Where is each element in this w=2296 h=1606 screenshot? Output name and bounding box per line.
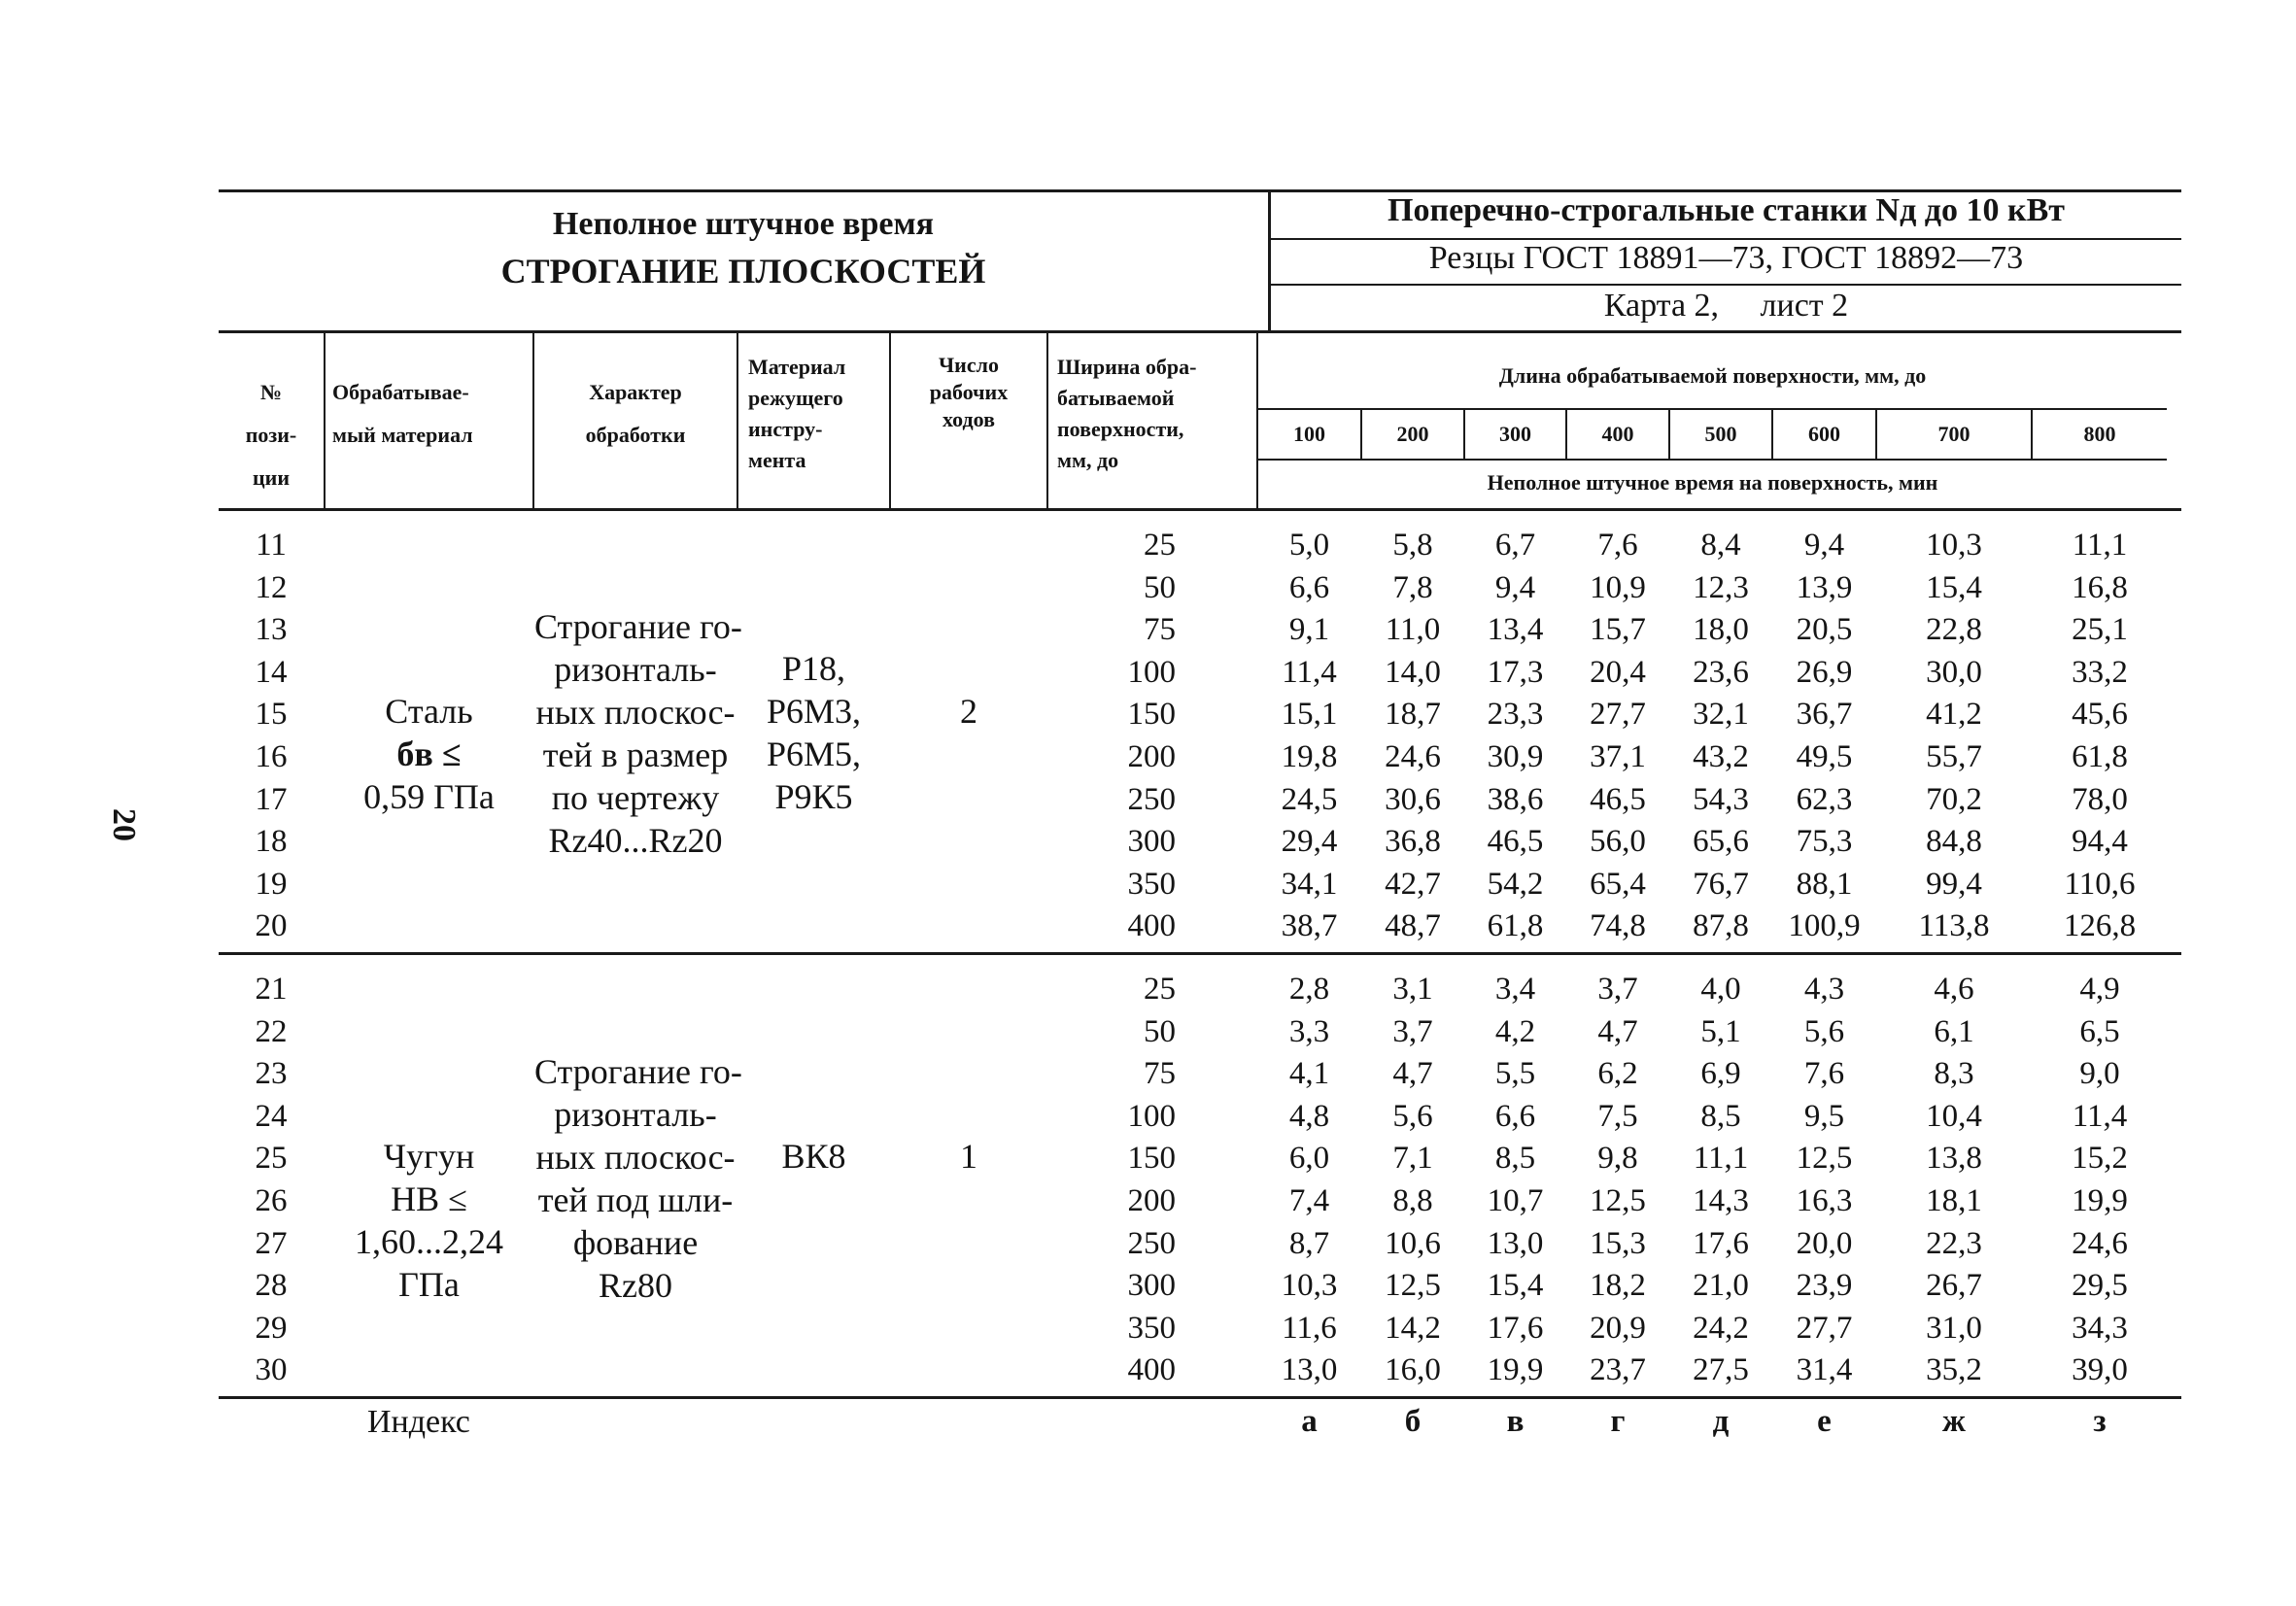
time-cell: 6,6 bbox=[1494, 1099, 1536, 1134]
row-position: 15 bbox=[255, 697, 288, 732]
row-width: 300 bbox=[1127, 824, 1176, 859]
time-cell: 46,5 bbox=[1590, 782, 1646, 817]
row-position: 12 bbox=[255, 570, 288, 605]
time-cell: 13,8 bbox=[1926, 1141, 1982, 1176]
time-cell: 6,2 bbox=[1597, 1056, 1638, 1091]
time-cell: 14,0 bbox=[1385, 655, 1441, 690]
row-width: 350 bbox=[1127, 867, 1176, 902]
time-cell: 42,7 bbox=[1385, 867, 1441, 902]
table-bottom-rule bbox=[219, 1396, 2181, 1399]
index-letter: б bbox=[1404, 1404, 1422, 1439]
time-cell: 55,7 bbox=[1926, 739, 1982, 774]
page-number: 20 bbox=[106, 808, 142, 841]
row-position: 18 bbox=[255, 824, 288, 859]
time-cell: 7,6 bbox=[1597, 528, 1638, 563]
length-400: 400 bbox=[1601, 422, 1634, 446]
time-cell: 20,5 bbox=[1796, 612, 1853, 647]
row-position: 25 bbox=[255, 1141, 288, 1176]
time-cell: 22,3 bbox=[1926, 1226, 1982, 1261]
time-cell: 14,3 bbox=[1693, 1183, 1749, 1218]
time-cell: 12,5 bbox=[1590, 1183, 1646, 1218]
time-cell: 4,7 bbox=[1597, 1014, 1638, 1049]
time-cell: 17,6 bbox=[1693, 1226, 1749, 1261]
time-cell: 13,4 bbox=[1487, 612, 1544, 647]
time-cell: 31,0 bbox=[1926, 1311, 1982, 1346]
time-cell: 11,1 bbox=[2072, 528, 2128, 563]
time-cell: 37,1 bbox=[1590, 739, 1646, 774]
row-position: 24 bbox=[255, 1099, 288, 1134]
time-cell: 6,9 bbox=[1700, 1056, 1741, 1091]
time-cell: 4,1 bbox=[1288, 1056, 1330, 1091]
time-cell: 24,5 bbox=[1281, 782, 1338, 817]
row-width: 300 bbox=[1127, 1268, 1176, 1303]
time-cell: 30,9 bbox=[1487, 739, 1544, 774]
time-cell: 61,8 bbox=[2072, 739, 2128, 774]
time-cell: 26,9 bbox=[1796, 655, 1853, 690]
time-cell: 4,7 bbox=[1392, 1056, 1433, 1091]
row-width: 100 bbox=[1127, 1099, 1176, 1134]
time-cell: 22,8 bbox=[1926, 612, 1982, 647]
col-header-time-title: Неполное штучное время на поверхность, мин bbox=[1487, 470, 1938, 495]
time-cell: 6,5 bbox=[2079, 1014, 2120, 1049]
time-cell: 6,0 bbox=[1288, 1141, 1330, 1176]
time-cell: 99,4 bbox=[1926, 867, 1982, 902]
col-header-material: Обрабатывае- мый материал bbox=[332, 380, 473, 447]
time-cell: 16,3 bbox=[1796, 1183, 1853, 1218]
time-cell: 15,7 bbox=[1590, 612, 1646, 647]
time-cell: 8,5 bbox=[1494, 1141, 1536, 1176]
row-width: 75 bbox=[1144, 1056, 1176, 1091]
time-cell: 14,2 bbox=[1385, 1311, 1441, 1346]
col-header-pos: № пози- ции bbox=[245, 380, 297, 490]
time-cell: 2,8 bbox=[1288, 972, 1330, 1007]
time-cell: 12,3 bbox=[1693, 570, 1749, 605]
time-cell: 10,3 bbox=[1281, 1268, 1338, 1303]
time-cell: 8,5 bbox=[1700, 1099, 1741, 1134]
time-cell: 11,0 bbox=[1385, 612, 1441, 647]
time-cell: 27,5 bbox=[1693, 1352, 1749, 1387]
time-cell: 8,4 bbox=[1700, 528, 1741, 563]
time-cell: 11,4 bbox=[1282, 655, 1337, 690]
time-cell: 5,5 bbox=[1494, 1056, 1536, 1091]
lengths-rule bbox=[1258, 459, 2167, 461]
time-cell: 27,7 bbox=[1590, 697, 1646, 732]
length-300: 300 bbox=[1499, 422, 1531, 446]
time-cell: 24,6 bbox=[2072, 1226, 2128, 1261]
time-cell: 17,6 bbox=[1487, 1311, 1544, 1346]
time-cell: 94,4 bbox=[2072, 824, 2128, 859]
time-cell: 6,7 bbox=[1494, 528, 1536, 563]
time-cell: 43,2 bbox=[1693, 739, 1749, 774]
length-800: 800 bbox=[2083, 422, 2116, 446]
time-cell: 65,6 bbox=[1693, 824, 1749, 859]
time-cell: 6,1 bbox=[1934, 1014, 1974, 1049]
col-header-tool: Материал режущего инстру- мента bbox=[748, 355, 846, 472]
time-cell: 4,8 bbox=[1288, 1099, 1330, 1134]
time-cell: 26,7 bbox=[1926, 1268, 1982, 1303]
index-letter: ж bbox=[1942, 1404, 1966, 1439]
time-cell: 3,4 bbox=[1494, 972, 1536, 1007]
time-cell: 24,6 bbox=[1385, 739, 1441, 774]
time-cell: 5,8 bbox=[1392, 528, 1433, 563]
time-cell: 76,7 bbox=[1693, 867, 1749, 902]
time-cell: 23,7 bbox=[1590, 1352, 1646, 1387]
time-cell: 54,3 bbox=[1693, 782, 1749, 817]
time-cell: 10,4 bbox=[1926, 1099, 1982, 1134]
time-cell: 18,0 bbox=[1693, 612, 1749, 647]
time-cell: 38,7 bbox=[1281, 908, 1338, 943]
header-bottom-rule bbox=[219, 330, 2181, 333]
time-cell: 8,3 bbox=[1934, 1056, 1974, 1091]
group2-passes: 1 bbox=[960, 1137, 977, 1176]
time-cell: 110,6 bbox=[2064, 867, 2136, 902]
time-cell: 7,1 bbox=[1392, 1141, 1433, 1176]
row-width: 200 bbox=[1127, 739, 1176, 774]
time-cell: 34,1 bbox=[1281, 867, 1338, 902]
time-cell: 41,2 bbox=[1926, 697, 1982, 732]
time-cell: 10,6 bbox=[1385, 1226, 1441, 1261]
time-cell: 23,3 bbox=[1487, 697, 1544, 732]
time-cell: 3,3 bbox=[1288, 1014, 1330, 1049]
header-left-title-1: Неполное штучное время bbox=[552, 206, 935, 242]
time-cell: 7,6 bbox=[1803, 1056, 1845, 1091]
time-cell: 4,9 bbox=[2079, 972, 2120, 1007]
time-cell: 33,2 bbox=[2072, 655, 2128, 690]
time-cell: 87,8 bbox=[1693, 908, 1749, 943]
row-position: 28 bbox=[255, 1268, 288, 1303]
time-cell: 13,9 bbox=[1796, 570, 1853, 605]
row-width: 75 bbox=[1144, 612, 1176, 647]
group1-tool: Р18, Р6М3, Р6М5, Р9К5 bbox=[766, 649, 862, 816]
time-cell: 9,4 bbox=[1803, 528, 1845, 563]
col-header-character: Характер обработки bbox=[585, 380, 686, 447]
time-cell: 13,0 bbox=[1487, 1226, 1544, 1261]
row-width: 50 bbox=[1144, 1014, 1176, 1049]
header-rule-right-2 bbox=[1268, 284, 2181, 286]
time-cell: 23,6 bbox=[1693, 655, 1749, 690]
time-cell: 4,2 bbox=[1494, 1014, 1536, 1049]
col-sep-3 bbox=[737, 333, 738, 508]
col-sep-1 bbox=[324, 333, 326, 508]
time-cell: 7,5 bbox=[1597, 1099, 1638, 1134]
time-cell: 15,3 bbox=[1590, 1226, 1646, 1261]
time-cell: 6,6 bbox=[1288, 570, 1330, 605]
row-width: 150 bbox=[1127, 1141, 1176, 1176]
header-right-title-2: Резцы ГОСТ 18891—73, ГОСТ 18892—73 bbox=[1428, 240, 2024, 276]
time-cell: 62,3 bbox=[1796, 782, 1853, 817]
time-cell: 84,8 bbox=[1926, 824, 1982, 859]
time-cell: 4,0 bbox=[1700, 972, 1741, 1007]
time-cell: 13,0 bbox=[1281, 1352, 1338, 1387]
time-cell: 12,5 bbox=[1385, 1268, 1441, 1303]
time-cell: 61,8 bbox=[1487, 908, 1544, 943]
index-letter: а bbox=[1301, 1404, 1318, 1439]
row-position: 30 bbox=[255, 1352, 288, 1387]
time-cell: 10,9 bbox=[1590, 570, 1646, 605]
length-600: 600 bbox=[1808, 422, 1840, 446]
time-cell: 18,7 bbox=[1385, 697, 1441, 732]
time-cell: 4,3 bbox=[1803, 972, 1845, 1007]
row-position: 26 bbox=[255, 1183, 288, 1218]
time-cell: 20,4 bbox=[1590, 655, 1646, 690]
time-cell: 36,7 bbox=[1796, 697, 1853, 732]
time-cell: 3,1 bbox=[1392, 972, 1433, 1007]
time-cell: 30,6 bbox=[1385, 782, 1441, 817]
time-cell: 36,8 bbox=[1385, 824, 1441, 859]
time-cell: 24,2 bbox=[1693, 1311, 1749, 1346]
time-cell: 27,7 bbox=[1796, 1311, 1853, 1346]
index-letter: з bbox=[2093, 1404, 2107, 1439]
time-cell: 15,2 bbox=[2072, 1141, 2128, 1176]
header-right-title-1: Поперечно-строгальные станки Nд до 10 кВт bbox=[1388, 192, 2065, 228]
time-cell: 19,9 bbox=[2072, 1183, 2128, 1218]
time-cell: 5,6 bbox=[1803, 1014, 1845, 1049]
time-cell: 5,6 bbox=[1392, 1099, 1433, 1134]
row-position: 23 bbox=[255, 1056, 288, 1091]
row-position: 21 bbox=[255, 972, 288, 1007]
col-header-width: Ширина обра- батываемой поверхности, мм, до bbox=[1057, 355, 1197, 472]
index-letter: е bbox=[1817, 1404, 1832, 1439]
time-cell: 46,5 bbox=[1487, 824, 1544, 859]
col-header-length-title: Длина обрабатываемой поверхности, мм, до bbox=[1498, 363, 1927, 388]
row-position: 22 bbox=[255, 1014, 288, 1049]
time-cell: 9,1 bbox=[1288, 612, 1330, 647]
time-cell: 65,4 bbox=[1590, 867, 1646, 902]
row-width: 100 bbox=[1127, 655, 1176, 690]
group2-material: Чугун НВ ≤ 1,60...2,24 ГПа bbox=[355, 1137, 503, 1304]
time-cell: 39,0 bbox=[2072, 1352, 2128, 1387]
time-cell: 88,1 bbox=[1796, 867, 1853, 902]
row-position: 14 bbox=[255, 655, 288, 690]
time-cell: 11,1 bbox=[1693, 1141, 1749, 1176]
time-cell: 8,8 bbox=[1392, 1183, 1433, 1218]
time-cell: 78,0 bbox=[2072, 782, 2128, 817]
column-header-bottom-rule bbox=[219, 508, 2181, 511]
length-500: 500 bbox=[1704, 422, 1737, 446]
time-cell: 31,4 bbox=[1796, 1352, 1853, 1387]
time-cell: 15,4 bbox=[1926, 570, 1982, 605]
time-cell: 16,0 bbox=[1385, 1352, 1441, 1387]
index-label: Индекс bbox=[367, 1404, 470, 1440]
row-position: 29 bbox=[255, 1311, 288, 1346]
time-cell: 3,7 bbox=[1597, 972, 1638, 1007]
row-width: 400 bbox=[1127, 908, 1176, 943]
time-cell: 45,6 bbox=[2072, 697, 2128, 732]
time-cell: 49,5 bbox=[1796, 739, 1853, 774]
time-cell: 38,6 bbox=[1487, 782, 1544, 817]
index-letter: г bbox=[1610, 1404, 1626, 1439]
row-width: 25 bbox=[1144, 972, 1176, 1007]
group1-passes: 2 bbox=[960, 692, 977, 731]
time-cell: 7,8 bbox=[1392, 570, 1433, 605]
time-cell: 15,4 bbox=[1487, 1268, 1544, 1303]
time-cell: 126,8 bbox=[2063, 908, 2137, 943]
time-cell: 10,3 bbox=[1926, 528, 1982, 563]
time-cell: 18,2 bbox=[1590, 1268, 1646, 1303]
group1-character: Строгание го- ризонталь- ных плоскос- тей в размер по чертежу Rz40...Rz20 bbox=[534, 607, 742, 860]
index-letter: в bbox=[1506, 1404, 1525, 1439]
time-cell: 74,8 bbox=[1590, 908, 1646, 943]
header-right-title-3: Карта 2, лист 2 bbox=[1603, 288, 1849, 324]
row-width: 25 bbox=[1144, 528, 1176, 563]
time-cell: 70,2 bbox=[1926, 782, 1982, 817]
time-cell: 8,7 bbox=[1288, 1226, 1330, 1261]
time-cell: 9,5 bbox=[1803, 1099, 1845, 1134]
header-left-title-2: СТРОГАНИЕ ПЛОСКОСТЕЙ bbox=[500, 252, 986, 290]
row-width: 200 bbox=[1127, 1183, 1176, 1218]
time-cell: 3,7 bbox=[1392, 1014, 1433, 1049]
time-cell: 17,3 bbox=[1487, 655, 1544, 690]
time-cell: 21,0 bbox=[1693, 1268, 1749, 1303]
time-cell: 9,4 bbox=[1494, 570, 1536, 605]
length-200: 200 bbox=[1396, 422, 1429, 446]
time-cell: 75,3 bbox=[1796, 824, 1853, 859]
time-cell: 10,7 bbox=[1487, 1183, 1544, 1218]
index-letter: д bbox=[1712, 1404, 1730, 1439]
time-cell: 30,0 bbox=[1926, 655, 1982, 690]
row-position: 19 bbox=[255, 867, 288, 902]
row-position: 27 bbox=[255, 1226, 288, 1261]
time-cell: 18,1 bbox=[1926, 1183, 1982, 1218]
time-cell: 29,5 bbox=[2072, 1268, 2128, 1303]
row-position: 16 bbox=[255, 739, 288, 774]
time-cell: 113,8 bbox=[1918, 908, 1990, 943]
group1-material: Сталь бв ≤ 0,59 ГПа bbox=[363, 692, 495, 816]
time-cell: 32,1 bbox=[1693, 697, 1749, 732]
time-cell: 48,7 bbox=[1385, 908, 1441, 943]
time-cell: 20,0 bbox=[1796, 1226, 1853, 1261]
time-cell: 19,8 bbox=[1281, 739, 1338, 774]
row-position: 13 bbox=[255, 612, 288, 647]
time-cell: 23,9 bbox=[1796, 1268, 1853, 1303]
time-cell: 12,5 bbox=[1796, 1141, 1853, 1176]
time-cell: 34,3 bbox=[2072, 1311, 2128, 1346]
time-cell: 20,9 bbox=[1590, 1311, 1646, 1346]
time-cell: 15,1 bbox=[1281, 697, 1338, 732]
time-cell: 7,4 bbox=[1288, 1183, 1330, 1218]
row-width: 350 bbox=[1127, 1311, 1176, 1346]
time-cell: 4,6 bbox=[1934, 972, 1974, 1007]
length-700: 700 bbox=[1937, 422, 1970, 446]
time-cell: 16,8 bbox=[2072, 570, 2128, 605]
row-position: 11 bbox=[256, 528, 287, 563]
row-position: 17 bbox=[255, 782, 288, 817]
time-cell: 35,2 bbox=[1926, 1352, 1982, 1387]
length-100: 100 bbox=[1293, 422, 1325, 446]
row-width: 250 bbox=[1127, 782, 1176, 817]
time-cell: 5,1 bbox=[1700, 1014, 1741, 1049]
time-cell: 29,4 bbox=[1281, 824, 1338, 859]
time-cell: 25,1 bbox=[2072, 612, 2128, 647]
time-cell: 9,0 bbox=[2079, 1056, 2120, 1091]
time-cell: 11,4 bbox=[2072, 1099, 2128, 1134]
row-width: 150 bbox=[1127, 697, 1176, 732]
col-sep-5 bbox=[1046, 333, 1048, 508]
time-cell: 56,0 bbox=[1590, 824, 1646, 859]
time-cell: 5,0 bbox=[1288, 528, 1330, 563]
group2-tool: ВК8 bbox=[781, 1137, 846, 1176]
row-width: 50 bbox=[1144, 570, 1176, 605]
time-cell: 19,9 bbox=[1487, 1352, 1544, 1387]
col-header-passes: Число рабочих ходов bbox=[929, 353, 1009, 431]
time-cell: 9,8 bbox=[1597, 1141, 1638, 1176]
time-cell: 100,9 bbox=[1788, 908, 1861, 943]
group2-character: Строгание го- ризонталь- ных плоскос- тей под шли- фование Rz80 bbox=[534, 1052, 742, 1305]
row-position: 20 bbox=[255, 908, 288, 943]
group-separator-rule bbox=[219, 952, 2181, 955]
time-cell: 54,2 bbox=[1487, 867, 1544, 902]
row-width: 400 bbox=[1127, 1352, 1176, 1387]
row-width: 250 bbox=[1127, 1226, 1176, 1261]
time-cell: 11,6 bbox=[1282, 1311, 1337, 1346]
